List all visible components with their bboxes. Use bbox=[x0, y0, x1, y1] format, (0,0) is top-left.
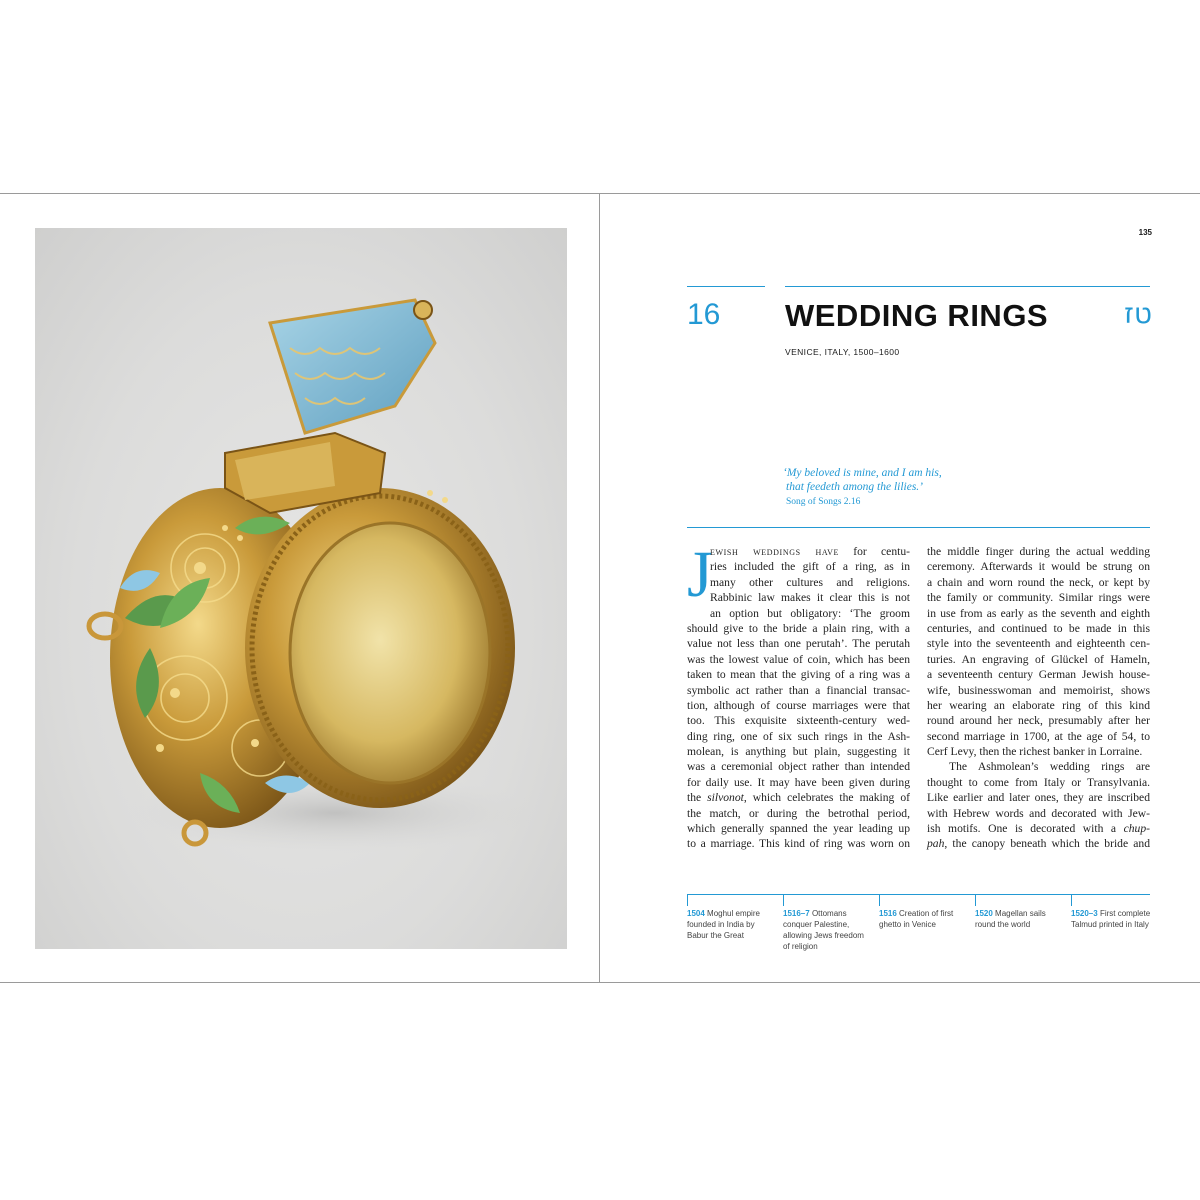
page-gutter bbox=[599, 194, 600, 982]
ring-illustration bbox=[35, 228, 567, 949]
timeline-year: 1516 bbox=[879, 909, 897, 918]
body-line: was a ceremonial object rather than intended bbox=[687, 760, 910, 774]
timeline-event: First complete Talmud printed in Italy bbox=[1071, 909, 1151, 929]
entry-number: 16 bbox=[687, 298, 721, 331]
body-line: in use from as early as the seventh and eighth bbox=[927, 606, 1150, 620]
body-line: Cerf Levy, then the richest banker in Lorraine. bbox=[927, 745, 1143, 759]
timeline-event: Creation of first ghetto in Venice bbox=[879, 909, 954, 929]
timeline-year: 1516–7 bbox=[783, 909, 810, 918]
timeline-tick bbox=[687, 894, 688, 906]
body-line: the family or community. Similar rings were bbox=[927, 591, 1150, 605]
epigraph-line-1: ‘My beloved is mine, and I am his, bbox=[783, 467, 942, 479]
body-line: tion, although of course marriages were that bbox=[687, 698, 910, 712]
body-line: her wearing an elaborate ring of this kind bbox=[927, 698, 1150, 712]
hebrew-entry-number: טז bbox=[1124, 297, 1152, 330]
body-line: for daily use. It may have been given during bbox=[687, 775, 910, 789]
timeline-text bbox=[879, 908, 967, 930]
body-line: which generally spanned the year leading up bbox=[687, 822, 910, 836]
drop-cap: J bbox=[687, 538, 713, 611]
body-line: The Ashmolean’s wedding rings are bbox=[949, 760, 1150, 774]
body-line: the match, or during the betrothal period, bbox=[687, 806, 910, 820]
italic-term-chuppah-2: pah bbox=[927, 837, 945, 851]
body-rule bbox=[687, 527, 1150, 528]
opening-smallcaps: ewish weddings have bbox=[710, 545, 840, 558]
timeline-tick bbox=[1071, 894, 1072, 906]
entry-title: WEDDING RINGS bbox=[785, 298, 1049, 333]
timeline-tick bbox=[783, 894, 784, 906]
body-line: round around her neck, presumably after her bbox=[927, 714, 1150, 728]
body-line: ding ring, one of six such rings in the Ash- bbox=[687, 729, 910, 743]
body-line bbox=[687, 790, 910, 805]
timeline-tick bbox=[879, 894, 880, 906]
body-line: should give to the bride a plain ring, with a bbox=[687, 621, 910, 635]
body-line: style into the seventeenth and eighteenth cen- bbox=[927, 637, 1150, 651]
timeline-text bbox=[975, 908, 1063, 930]
italic-term-silvonot: silvonot bbox=[707, 791, 744, 805]
epigraph bbox=[783, 466, 1143, 509]
body-line bbox=[687, 544, 910, 559]
line-pre: the bbox=[687, 791, 708, 805]
body-line: with Hebrew words and decorated with Jew- bbox=[927, 806, 1150, 820]
body-line: ceremony. Afterwards it would be strung on bbox=[927, 560, 1150, 574]
body-line: the middle finger during the actual wedding bbox=[927, 545, 1150, 558]
italic-term-chuppah-1: chup- bbox=[1123, 822, 1150, 836]
timeline-event: Moghul empire founded in India by Babur the Great bbox=[687, 909, 760, 940]
timeline-year: 1520–3 bbox=[1071, 909, 1098, 918]
body-line bbox=[927, 821, 1150, 836]
timeline-year: 1520 bbox=[975, 909, 993, 918]
body-line: thought to come from Italy or Transylvania. bbox=[927, 775, 1150, 789]
body-line: Like earlier and later ones, they are inscribed bbox=[927, 791, 1150, 805]
opening-rest: for centu- bbox=[839, 545, 910, 558]
timeline-tick bbox=[975, 894, 976, 906]
timeline-text bbox=[687, 908, 775, 941]
body-column-right bbox=[927, 544, 1150, 852]
line-post: , the canopy beneath which the bride and bbox=[944, 837, 1150, 851]
body-line: an option but obligatory: ‘The groom bbox=[710, 606, 910, 620]
body-line: turies. An engraving of Glückel of Hameln, bbox=[927, 652, 1150, 666]
body-line: molean, is anything but plain, suggesting it bbox=[687, 745, 910, 759]
timeline-rule bbox=[687, 894, 1150, 895]
entry-subtitle: VENICE, ITALY, 1500–1600 bbox=[785, 347, 900, 357]
epigraph-source: Song of Songs 2.16 bbox=[786, 497, 861, 507]
body-line: a chain and worn round the neck, or kept by bbox=[927, 575, 1150, 589]
book-spread bbox=[0, 193, 1200, 983]
body-line: was the lowest value of coin, which has been bbox=[687, 652, 910, 666]
body-column-left bbox=[687, 538, 910, 852]
body-line: ries included the gift of a ring, as in bbox=[710, 560, 910, 574]
timeline-event: Magellan sails round the world bbox=[975, 909, 1046, 929]
line-post: , which celebrates the making of bbox=[743, 791, 910, 805]
body-line: a seventeenth century German Jewish house- bbox=[927, 668, 1150, 682]
body-line: wife, businesswoman and memoirist, shows bbox=[927, 683, 1150, 697]
wedding-ring-photo bbox=[35, 228, 567, 949]
body-line: centuries, and continued to be made in this bbox=[927, 621, 1150, 635]
timeline-year: 1504 bbox=[687, 909, 705, 918]
timeline-event: Ottomans conquer Palestine, allowing Jews freedom of religion bbox=[783, 909, 864, 951]
body-line: many other cultures and religions. bbox=[710, 575, 910, 589]
header-rule-short bbox=[687, 286, 765, 287]
body-line: second marriage in 1700, at the age of 54, to bbox=[927, 729, 1150, 743]
timeline-text bbox=[783, 908, 871, 952]
page-number: 135 bbox=[1138, 228, 1152, 237]
timeline-text bbox=[1071, 908, 1159, 930]
body-line: value not less than one perutah’. The perutah bbox=[687, 637, 910, 651]
header-rule-long bbox=[785, 286, 1150, 287]
body-line: Rabbinic law makes it clear this is not bbox=[710, 591, 910, 605]
epigraph-line-2: that feedeth among the lilies.’ bbox=[786, 481, 924, 493]
body-line: too. This exquisite sixteenth-century wed- bbox=[687, 714, 910, 728]
body-line: taken to mean that the giving of a ring was a bbox=[687, 668, 910, 682]
body-line: symbolic act rather than a financial transac- bbox=[687, 683, 910, 697]
body-line bbox=[927, 836, 1150, 851]
line-pre: ish motifs. One is decorated with a bbox=[927, 822, 1124, 836]
body-line: to a marriage. This kind of ring was worn on bbox=[687, 837, 910, 851]
